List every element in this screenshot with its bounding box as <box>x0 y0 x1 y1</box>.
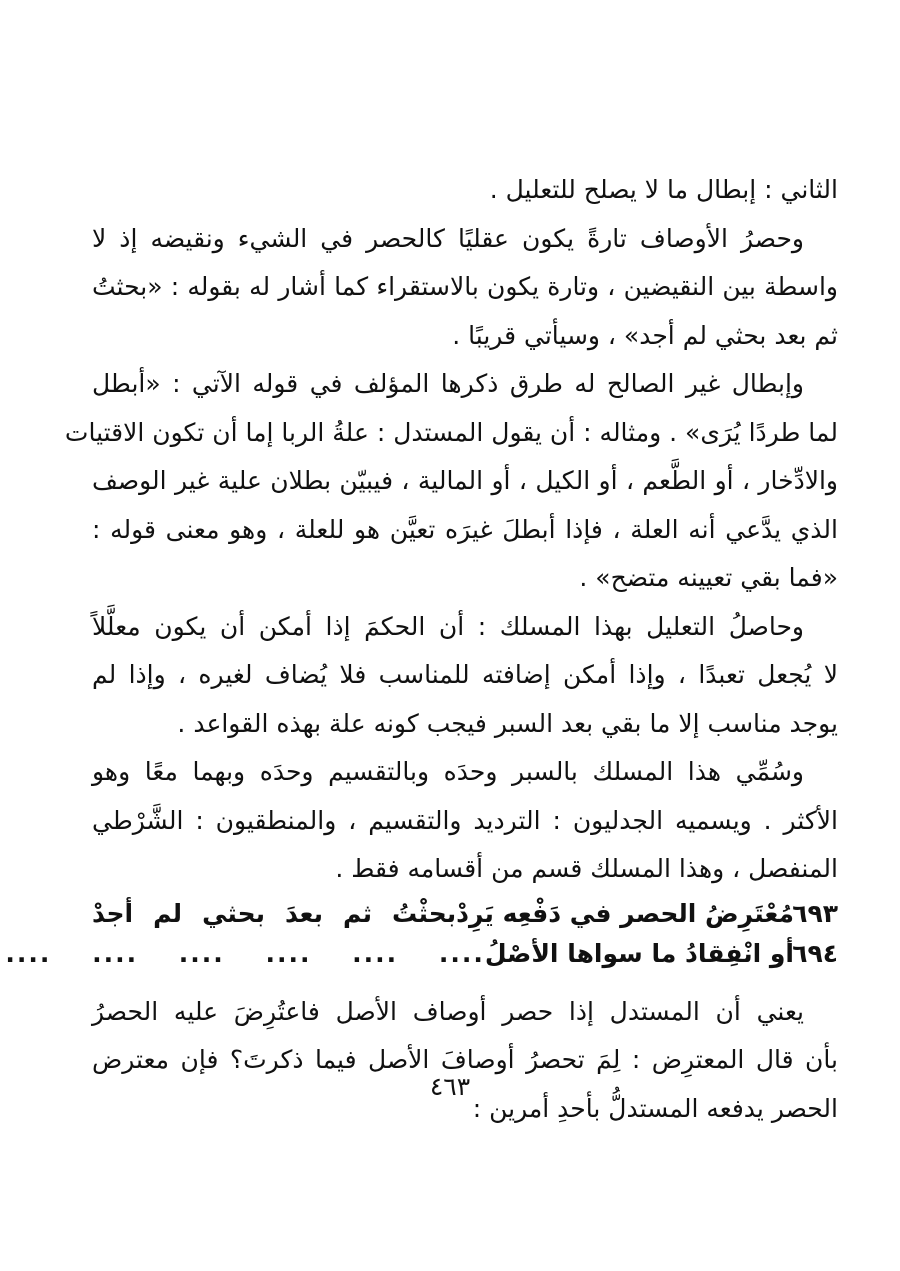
paragraph <box>92 748 838 894</box>
verse-second-hemistich-ellipsis: .... .... .... .... .... .... <box>5 938 485 968</box>
page-body <box>5 166 838 1133</box>
text-line: الذي يدَّعي أنه العلة ، فإذا أبطلَ غيرَه تعيَّن هو للعلة ، وهو معنى قوله : <box>92 514 838 544</box>
text-line: لا يُجعل تعبدًا ، وإذا أمكن إضافته للمناسب فلا يُضاف لغيره ، وإذا لم <box>92 660 838 689</box>
text-line: الثاني : إبطال ما لا يصلح للتعليل . <box>489 175 838 204</box>
text-line: ثم بعد بحثي لم أجد» ، وسيأتي قريبًا . <box>452 320 838 350</box>
verse-number: ٦٩٤ <box>792 938 838 968</box>
text-line: واسطة بين النقيضين ، وتارة يكون بالاستقراء كما أشار له بقوله : «بحثتُ <box>92 272 838 301</box>
text-line: يعني أن المستدل إذا حصر أوصاف الأصل فاعتُرِضَ عليه الحصرُ <box>92 996 804 1026</box>
verse-block <box>5 894 838 974</box>
verse-number: ٦٩٣ <box>792 898 838 928</box>
paragraph <box>92 166 838 215</box>
text-line: والادِّخار ، أو الطَّعم ، أو الكيل ، أو المالية ، فيبيّن بطلان علية غير الوصف <box>92 466 838 495</box>
paragraph <box>64 360 838 603</box>
paragraph <box>92 603 838 749</box>
text-line: لما طردًا يُرَى» . ومثاله : أن يقول المستدل : علةُ الربا إما أن تكون الاقتيات <box>64 417 838 447</box>
verse-line <box>92 894 838 934</box>
verse-second-hemistich: بحثْتُ ثم بعدَ بحثي لم أجدْ <box>92 898 457 928</box>
text-line: وإبطال غير الصالح له طرق ذكرها المؤلف في قوله الآتي : «أبطل <box>92 369 804 398</box>
paragraph <box>92 215 838 361</box>
text-line: بأن قال المعترِض : لِمَ تحصرُ أوصافَ الأصل فيما ذكرتَ؟ فإن معترض <box>92 1045 838 1074</box>
text-line: الأكثر . ويسميه الجدليون : الترديد والتقسيم ، والمنطقيون : الشَّرْطي <box>92 805 838 835</box>
page-number: ٤٦٣ <box>429 1072 471 1101</box>
verse-line <box>5 934 838 974</box>
paragraph <box>92 988 838 1134</box>
text-line: «فما بقي تعيينه متضح» . <box>579 563 838 592</box>
text-line: وحاصلُ التعليل بهذا المسلك : أن الحكمَ إذا أمكن أن يكون معلَّلاً <box>92 611 804 641</box>
text-line: الحصر يدفعه المستدلُّ بأحدِ أمرين : <box>472 1093 838 1123</box>
text-line: المنفصل ، وهذا المسلك قسم من أقسامه فقط . <box>335 854 838 883</box>
text-line: وسُمِّي هذا المسلك بالسبر وحدَه وبالتقسيم وحدَه وبهما معًا وهو <box>92 757 804 786</box>
text-line: يوجد مناسب إلا ما بقي بعد السبر فيجب كونه علة بهذه القواعد . <box>177 708 838 738</box>
verse-first-hemistich: أو انْفِقادُ ما سواها الأصْلُ <box>484 938 794 968</box>
text-line: وحصرُ الأوصاف تارةً يكون عقليًا كالحصر في الشيء ونقيضه إذ لا <box>92 223 804 253</box>
verse-first-hemistich: مُعْتَرِضُ الحصر في دَفْعِه يَرِدْ <box>456 898 794 928</box>
